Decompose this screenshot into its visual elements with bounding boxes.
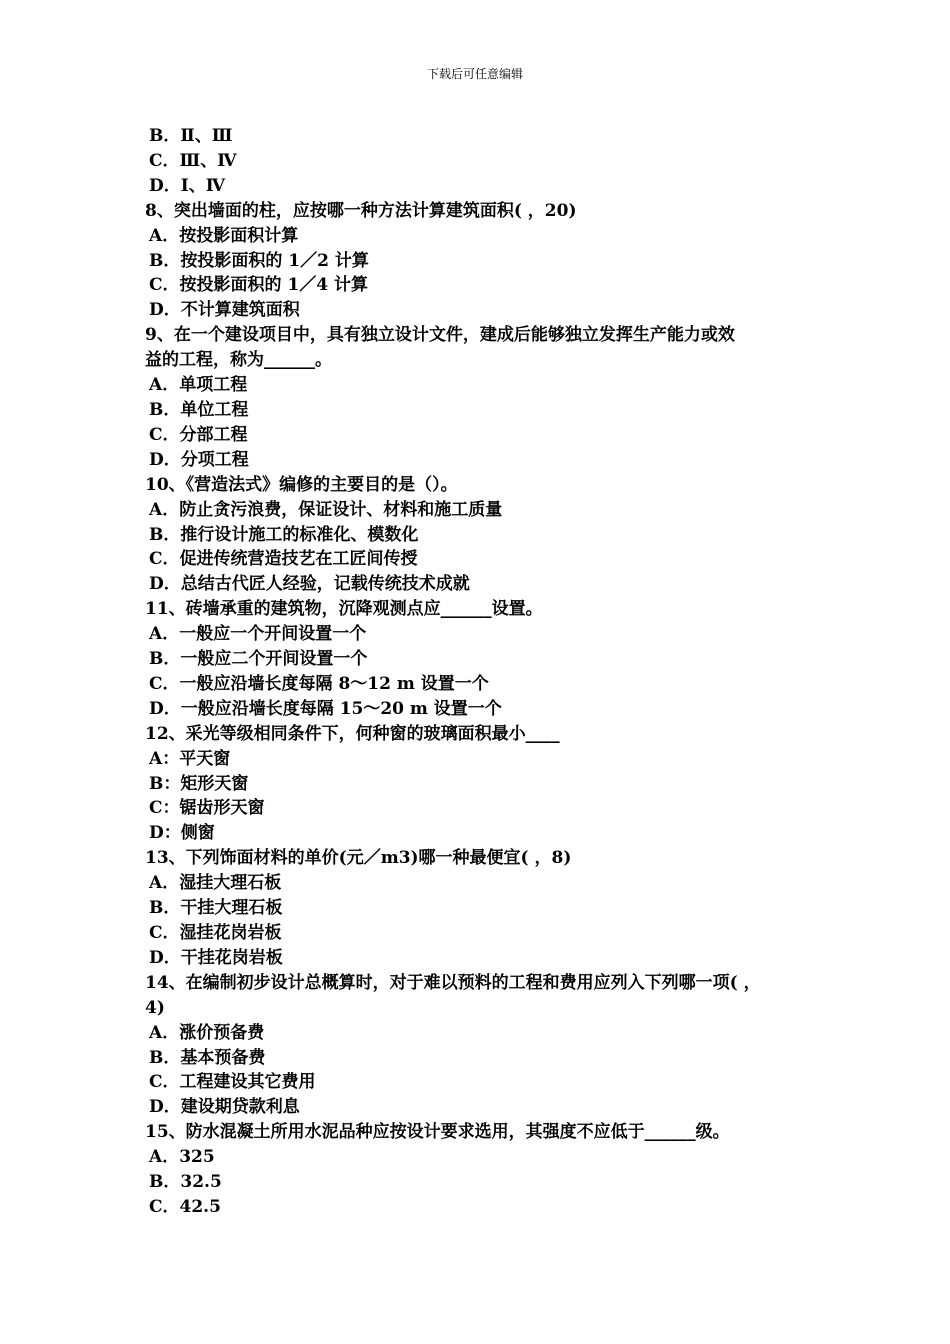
question-text: 15、防水混凝土所用水泥品种应按设计要求选用，其强度不应低于______级。 <box>145 1122 730 1143</box>
answer-option: D．总结古代匠人经验，记载传统技术成就 <box>149 574 470 595</box>
answer-option: D．分项工程 <box>149 449 249 470</box>
answer-option: B．Ⅱ、Ⅲ <box>149 126 233 146</box>
answer-option: B．一般应二个开间设置一个 <box>149 649 368 670</box>
answer-option: A．单项工程 <box>149 375 248 396</box>
answer-option: B：矩形天窗 <box>149 773 249 794</box>
question-text: 8、突出墙面的柱，应按哪一种方法计算建筑面积( ，20) <box>145 200 577 221</box>
answer-option: D．建设期贷款利息 <box>149 1097 300 1118</box>
answer-option: B．按投影面积的 1／2 计算 <box>149 250 369 271</box>
answer-option: A．按投影面积计算 <box>149 225 299 246</box>
question-text: 14、在编制初步设计总概算时，对于难以预料的工程和费用应列入下列哪一项( ， <box>145 972 761 993</box>
answer-option: A．一般应一个开间设置一个 <box>149 624 367 645</box>
answer-option: C．按投影面积的 1／4 计算 <box>149 275 369 296</box>
question-text: 4) <box>145 997 165 1018</box>
answer-option: C．42.5 <box>149 1196 221 1217</box>
answer-option: C．工程建设其它费用 <box>149 1072 316 1093</box>
answer-option: D．干挂花岗岩板 <box>149 947 283 968</box>
answer-option: C．促进传统营造技艺在工匠间传授 <box>149 549 418 570</box>
answer-option: A．涨价预备费 <box>149 1022 265 1043</box>
question-text: 9、在一个建设项目中，具有独立设计文件，建成后能够独立发挥生产能力或效 <box>145 325 735 346</box>
answer-option: C．Ⅲ、Ⅳ <box>149 150 237 171</box>
answer-option: B．干挂大理石板 <box>149 898 283 919</box>
answer-option: D．一般应沿墙长度每隔 15～20 m 设置一个 <box>149 698 502 719</box>
answer-option: B．32.5 <box>149 1172 222 1193</box>
answer-option: B．基本预备费 <box>149 1047 266 1068</box>
answer-option: C：锯齿形天窗 <box>149 798 265 819</box>
answer-option: A．防止贪污浪费，保证设计、材料和施工质量 <box>149 499 503 520</box>
document-body <box>145 124 825 1220</box>
question-text: 12、采光等级相同条件下，何种窗的玻璃面积最小____ <box>145 723 560 744</box>
answer-option: D．Ⅰ、Ⅳ <box>149 175 225 196</box>
answer-option: A：平天窗 <box>149 748 231 769</box>
answer-option: A．325 <box>149 1147 215 1168</box>
answer-option: B．单位工程 <box>149 399 249 420</box>
answer-option: C．湿挂花岗岩板 <box>149 923 282 943</box>
answer-option: B．推行设计施工的标准化、模数化 <box>149 524 419 545</box>
question-text: 益的工程，称为______。 <box>145 350 332 371</box>
answer-option: D．不计算建筑面积 <box>149 300 300 321</box>
question-text: 11、砖墙承重的建筑物，沉降观测点应______设置。 <box>145 599 543 620</box>
question-text: 10、《营造法式》编修的主要目的是（）。 <box>145 474 458 495</box>
answer-option: A．湿挂大理石板 <box>149 873 282 894</box>
answer-option: C．分部工程 <box>149 424 248 445</box>
page-header: 下载后可任意编辑 <box>426 67 523 81</box>
answer-option: C．一般应沿墙长度每隔 8～12 m 设置一个 <box>149 673 489 694</box>
question-text: 13、下列饰面材料的单价(元／m3)哪一种最便宜( ，8) <box>145 848 572 869</box>
answer-option: D：侧窗 <box>149 823 215 844</box>
